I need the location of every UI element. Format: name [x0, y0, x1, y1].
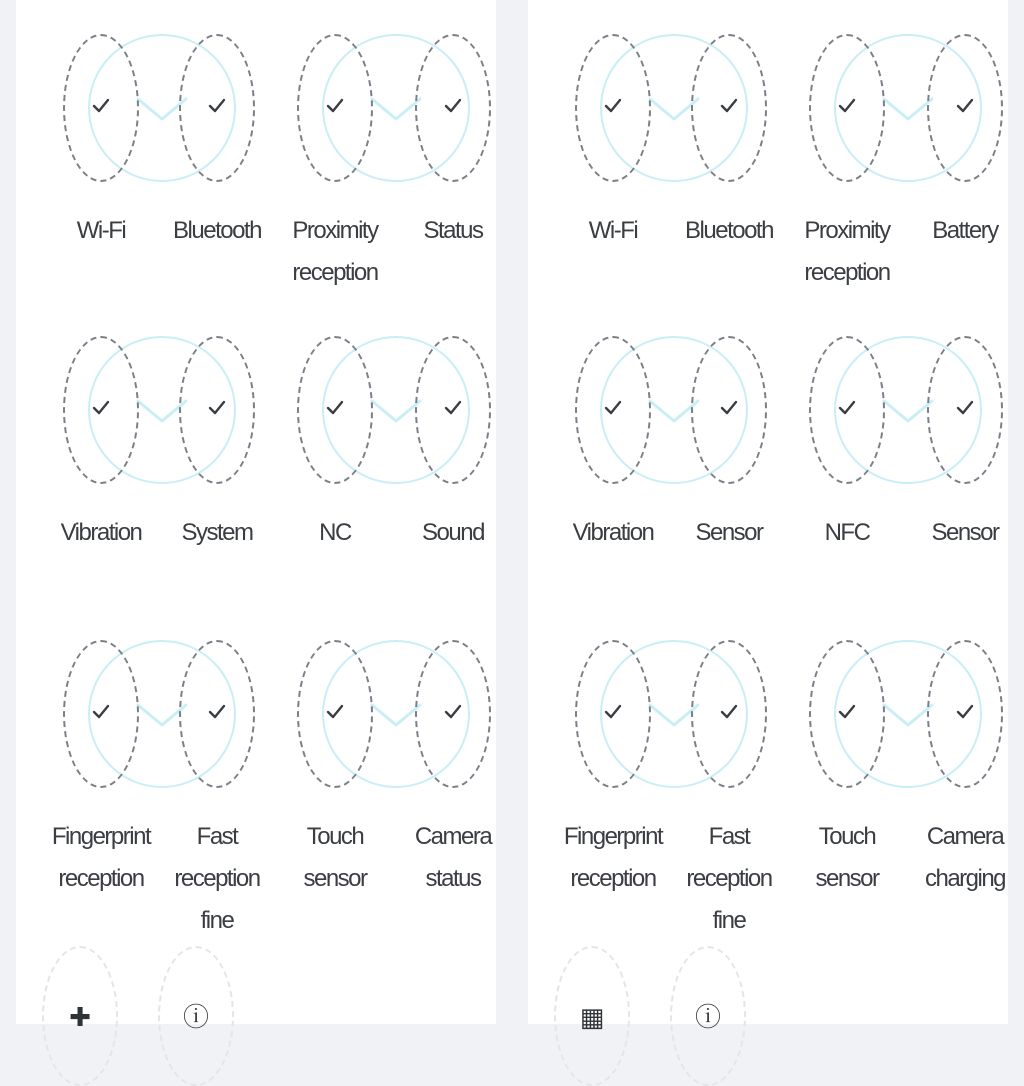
- diagnostic-tile-partial[interactable]: [554, 946, 630, 1086]
- check-icon: [719, 398, 739, 418]
- diagnostic-label: Fast reception fine: [174, 823, 260, 934]
- test-status-ring: [297, 336, 373, 484]
- diagnostic-tile-partial[interactable]: [670, 946, 746, 1086]
- diagnostic-tile-partial[interactable]: [158, 946, 234, 1086]
- diagnostic-label: Vibration: [60, 519, 142, 546]
- test-status-ring: [179, 640, 255, 788]
- test-status-ring: [63, 336, 139, 484]
- diagnostic-tile[interactable]: [158, 640, 276, 942]
- diagnostic-tile[interactable]: [554, 336, 672, 554]
- diagnostic-tile[interactable]: [394, 640, 512, 900]
- test-status-ring: [691, 640, 767, 788]
- calendar-icon: ▦: [579, 1002, 605, 1032]
- check-icon: [955, 702, 975, 722]
- diagnostic-label: Proximity reception: [292, 217, 378, 286]
- diagnostic-tile[interactable]: [42, 336, 160, 554]
- right-diagnostics-panel: [528, 0, 1008, 1032]
- check-icon: [325, 96, 345, 116]
- diagnostic-label: NFC: [824, 519, 870, 546]
- diagnostic-tile[interactable]: [788, 640, 906, 900]
- diagnostic-tile[interactable]: [42, 640, 160, 900]
- diagnostic-label: Camera charging: [924, 823, 1006, 892]
- test-status-ring: [415, 336, 491, 484]
- diagnostic-tile[interactable]: [158, 34, 276, 252]
- test-status-ring: [415, 640, 491, 788]
- test-status-ring: [63, 640, 139, 788]
- diagnostic-label: Fingerprint reception: [563, 823, 663, 892]
- test-status-ring: [691, 336, 767, 484]
- diagnostic-label: Wi-Fi: [588, 217, 638, 244]
- diagnostic-label: Bluetooth: [173, 217, 261, 244]
- test-status-ring: [415, 34, 491, 182]
- diagnostic-label: Camera status: [414, 823, 492, 892]
- diagnostic-label: Sound: [422, 519, 484, 546]
- diagnostic-label: Sensor: [931, 519, 999, 546]
- diagnostic-tile[interactable]: [394, 336, 512, 554]
- test-status-ring: [297, 640, 373, 788]
- check-icon: [325, 398, 345, 418]
- diagnostic-tile[interactable]: [276, 336, 394, 554]
- check-icon: [443, 96, 463, 116]
- test-status-ring: [297, 34, 373, 182]
- diagnostic-label: Proximity reception: [804, 217, 890, 286]
- test-status-ring: [575, 34, 651, 182]
- test-status-ring: [927, 640, 1003, 788]
- check-icon: [443, 398, 463, 418]
- check-icon: [603, 702, 623, 722]
- diagnostic-tile[interactable]: [906, 640, 1024, 900]
- diagnostic-label: Bluetooth: [685, 217, 773, 244]
- check-icon: [91, 702, 111, 722]
- check-icon: [955, 96, 975, 116]
- check-icon: [837, 398, 857, 418]
- test-status-ring: [179, 336, 255, 484]
- diagnostic-label: NC: [319, 519, 351, 546]
- diagnostic-tile-partial[interactable]: [42, 946, 118, 1086]
- check-icon: [443, 702, 463, 722]
- test-status-ring: [927, 34, 1003, 182]
- check-icon: [603, 96, 623, 116]
- diagnostic-tile[interactable]: [276, 640, 394, 900]
- diagnostic-tile[interactable]: [788, 34, 906, 294]
- check-icon: [603, 398, 623, 418]
- diagnostic-label: Fast reception fine: [686, 823, 772, 934]
- test-status-ring: [691, 34, 767, 182]
- test-status-ring: [179, 34, 255, 182]
- plus-icon: ✚: [69, 1002, 91, 1032]
- diagnostic-tile[interactable]: [554, 640, 672, 900]
- check-icon: [207, 96, 227, 116]
- test-status-ring: [809, 640, 885, 788]
- info-icon: ⓘ: [694, 1002, 722, 1032]
- diagnostic-tile[interactable]: [158, 336, 276, 554]
- check-icon: [91, 398, 111, 418]
- diagnostic-label: Fingerprint reception: [51, 823, 151, 892]
- diagnostic-label: Battery: [932, 217, 998, 244]
- test-status-ring: [63, 34, 139, 182]
- diagnostic-label: Touch sensor: [303, 823, 367, 892]
- check-icon: [837, 96, 857, 116]
- diagnostic-tile[interactable]: [906, 34, 1024, 252]
- test-status-ring: [809, 34, 885, 182]
- test-status-ring: [809, 336, 885, 484]
- diagnostic-tile[interactable]: [788, 336, 906, 554]
- diagnostic-tile[interactable]: [670, 336, 788, 554]
- left-diagnostics-panel: [16, 0, 496, 1032]
- diagnostic-tile[interactable]: [554, 34, 672, 252]
- diagnostic-label: Status: [423, 217, 483, 244]
- check-icon: [955, 398, 975, 418]
- check-icon: [719, 702, 739, 722]
- test-status-ring: [575, 640, 651, 788]
- diagnostic-label: Sensor: [695, 519, 763, 546]
- diagnostic-label: Vibration: [572, 519, 654, 546]
- diagnostic-label: Wi-Fi: [76, 217, 126, 244]
- test-status-ring: [575, 336, 651, 484]
- test-status-ring: [927, 336, 1003, 484]
- check-icon: [91, 96, 111, 116]
- check-icon: [837, 702, 857, 722]
- diagnostic-tile[interactable]: [670, 640, 788, 942]
- diagnostic-tile[interactable]: [42, 34, 160, 252]
- check-icon: [207, 702, 227, 722]
- diagnostic-tile[interactable]: [276, 34, 394, 294]
- check-icon: [719, 96, 739, 116]
- diagnostic-tile[interactable]: [906, 336, 1024, 554]
- check-icon: [325, 702, 345, 722]
- diagnostic-tile[interactable]: [670, 34, 788, 252]
- diagnostic-label: System: [181, 519, 253, 546]
- diagnostic-tile[interactable]: [394, 34, 512, 252]
- check-icon: [207, 398, 227, 418]
- info-icon: ⓘ: [182, 1002, 210, 1032]
- diagnostic-label: Touch sensor: [815, 823, 879, 892]
